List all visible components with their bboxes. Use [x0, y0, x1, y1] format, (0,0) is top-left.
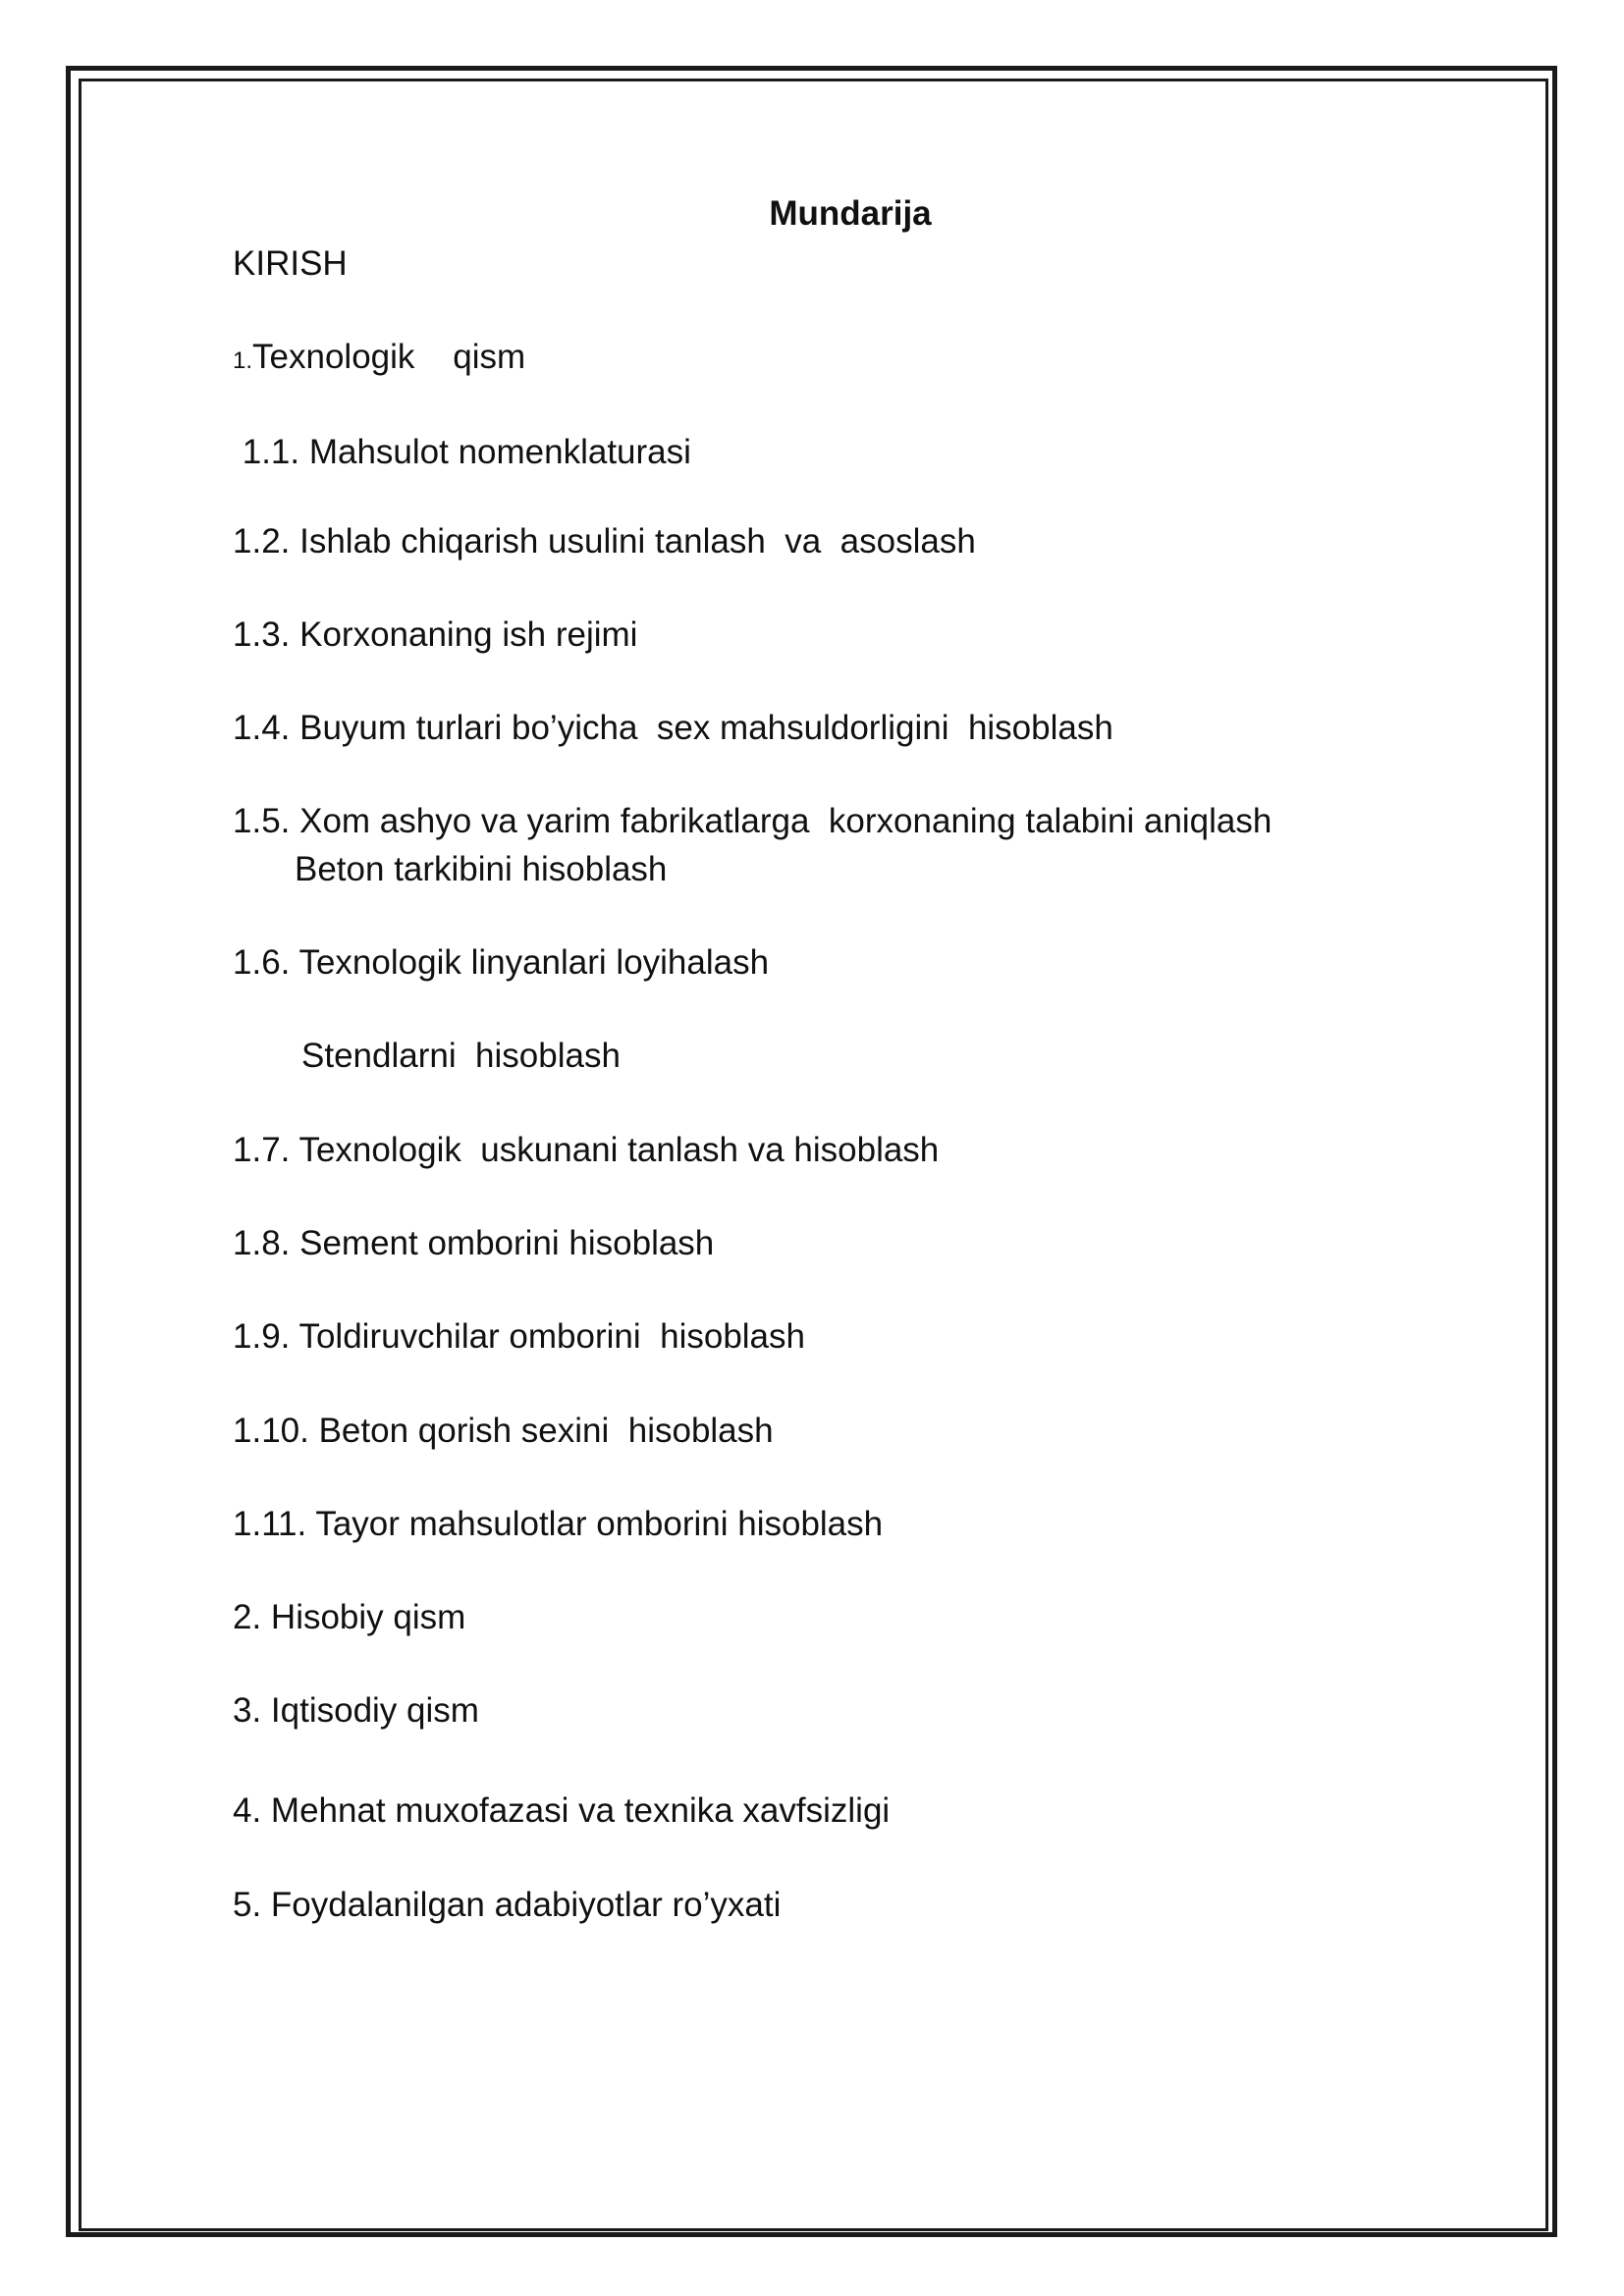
toc-item-1-9: 1.9. Toldiruvchilar omborini hisoblash: [233, 1317, 805, 1356]
toc-item-3: 3. Iqtisodiy qism: [233, 1691, 479, 1730]
toc-item-1-1: 1.1. Mahsulot nomenklaturasi: [233, 433, 691, 471]
toc-intro: KIRISH: [233, 244, 348, 283]
toc-item-2: 2. Hisobiy qism: [233, 1598, 466, 1636]
toc-item-1-5: 1.5. Xom ashyo va yarim fabrikatlarga korxonaning talabini aniqlash: [233, 802, 1272, 840]
toc-item-1-11: 1.11. Tayor mahsulotlar omborini hisoblash: [233, 1505, 884, 1543]
toc-item-1-4: 1.4. Buyum turlari bo’yicha sex mahsuldorligini hisoblash: [233, 709, 1113, 747]
toc-subitem-beton: Beton tarkibini hisoblash: [295, 850, 668, 888]
toc-item-1-3: 1.3. Korxonaning ish rejimi: [233, 615, 638, 654]
toc-item-1-10: 1.10. Beton qorish sexini hisoblash: [233, 1412, 774, 1450]
toc-item-1-6: 1.6. Texnologik linyanlari loyihalash: [233, 943, 770, 982]
toc-item-4: 4. Mehnat muxofazasi va texnika xavfsizligi: [233, 1791, 891, 1830]
toc-item-5: 5. Foydalanilgan adabiyotlar ro’yxati: [233, 1886, 782, 1924]
toc-item-1-7: 1.7. Texnologik uskunani tanlash va hisoblash: [233, 1131, 940, 1169]
toc-item-text: Texnologik qism: [252, 338, 526, 376]
toc-item-1-8: 1.8. Sement omborini hisoblash: [233, 1224, 715, 1262]
toc-subitem-stendlar: Stendlarni hisoblash: [301, 1037, 621, 1075]
toc-title: Mundarija: [769, 194, 932, 233]
toc-item-1-2: 1.2. Ishlab chiqarish usulini tanlash va asoslash: [233, 522, 976, 561]
toc-item-1: [233, 337, 525, 378]
toc-item-number: 1.: [233, 347, 253, 374]
